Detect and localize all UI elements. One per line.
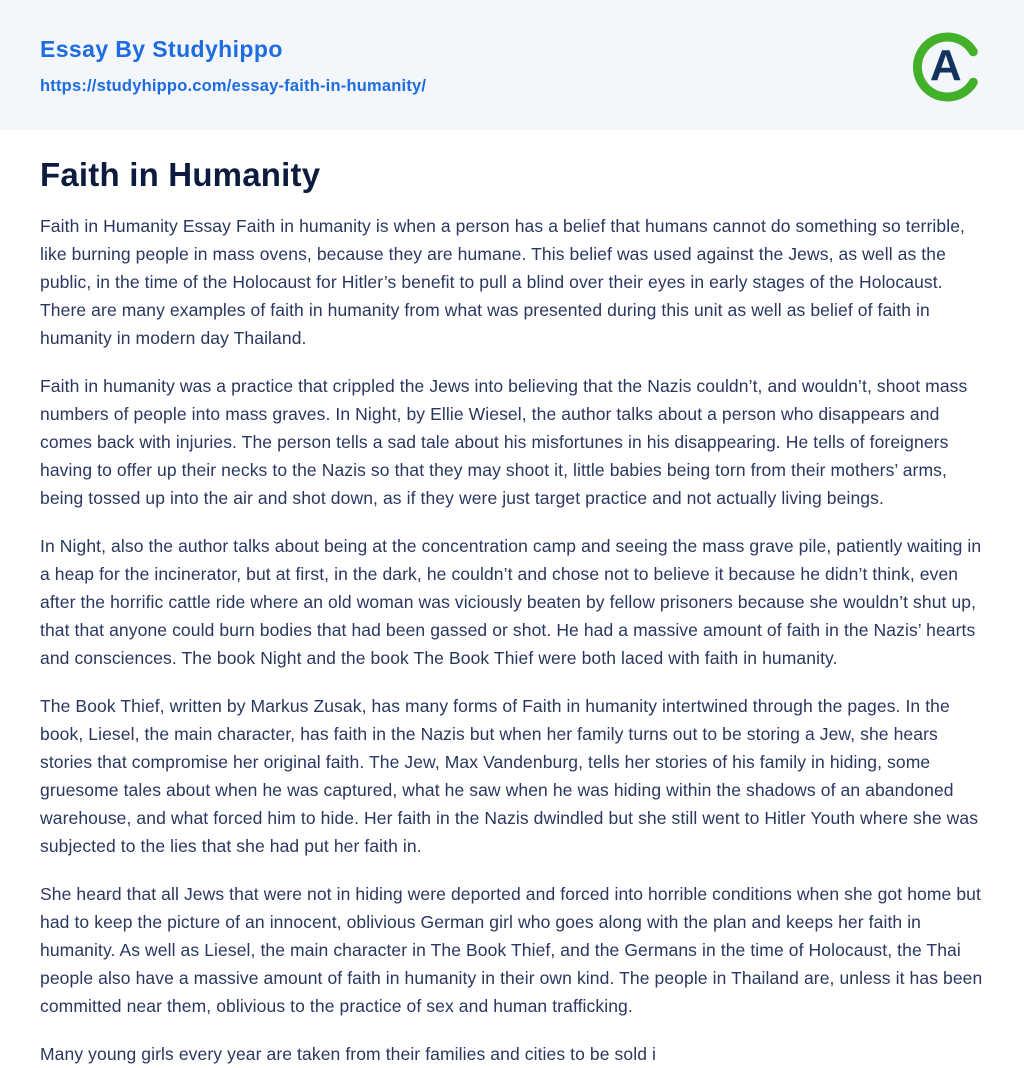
source-url-link[interactable]: https://studyhippo.com/essay-faith-in-humanity/ [40, 77, 427, 95]
paragraph-2: Faith in humanity was a practice that crippled the Jews into believing that the Nazis couldn’t, and wouldn’t, shoot mass numbers of people into mass graves. In Night, by Ellie Wiesel, the author talks about a person who disappears and comes back with injuries. The person tells a sad tale about his misfortunes in his disappearing. He tells of foreigners having to offer up their necks to the Nazis so that they may shoot it, little babies being torn from their mothers’ arms, being tossed up into the air and shot down, as if they were just target practice and not actually living beings. [40, 376, 968, 508]
site-title: Essay By Studyhippo [40, 36, 283, 62]
site-header [0, 0, 1024, 130]
paragraph-5: She heard that all Jews that were not in hiding were deported and forced into horrible conditions when she got home but had to keep the picture of an innocent, oblivious German girl who goes along with the plan and keeps her faith in humanity. As well as Liesel, the main character in The Book Thief, and the Germans in the time of Holocaust, the Thai people also have a massive amount of faith in humanity in their own kind. The people in Thailand are, unless it has been committed near them, oblivious to the practice of sex and human trafficking. [40, 884, 983, 1016]
studyhippo-logo-icon[interactable] [908, 28, 986, 106]
header-text-block [40, 36, 426, 96]
logo-letter: A [929, 41, 962, 91]
paragraph-3: In Night, also the author talks about being at the concentration camp and seeing the mass grave pile, patiently waiting in a heap for the incinerator, but at first, in the dark, he couldn’t and chose not to believe it because he didn’t think, even after the horrific cattle ride where an old woman was viciously beaten by fellow prisoners because she wouldn’t shut up, that that anyone could burn bodies that had been gassed or shot. He had a massive amount of faith in the Nazis’ hearts and consciences. The book Night and the book The Book Thief were both laced with faith in humanity. [40, 536, 982, 668]
paragraph-4: The Book Thief, written by Markus Zusak, has many forms of Faith in humanity intertwined through the pages. In the book, Liesel, the main character, has faith in the Nazis but when her family turns out to be storing a Jew, she hears stories that compromise her original faith. The Jew, Max Vandenburg, tells her stories of his family in hiding, some gruesome tales about when he was captured, what he saw when he was hiding within the shadows of an abandoned warehouse, and what forced him to hide. Her faith in the Nazis dwindled but she still went to Hitler Youth where she was subjected to the lies that she had put her faith in. [40, 696, 979, 856]
article-content [0, 156, 1024, 1068]
page-title: Faith in Humanity [40, 156, 321, 193]
paragraph-6-truncated: Many young girls every year are taken from their families and cities to be sold i [40, 1044, 657, 1064]
paragraph-1: Faith in Humanity Essay Faith in humanity is when a person has a belief that humans cannot do something so terrible, like burning people in mass ovens, because they are humane. This belief was used against the Jews, as well as the public, in the time of the Holocaust for Hitler’s benefit to pull a blind over their eyes in early stages of the Holocaust. There are many examples of faith in humanity from what was presented during this unit as well as belief of faith in humanity in modern day Thailand. [40, 216, 965, 348]
